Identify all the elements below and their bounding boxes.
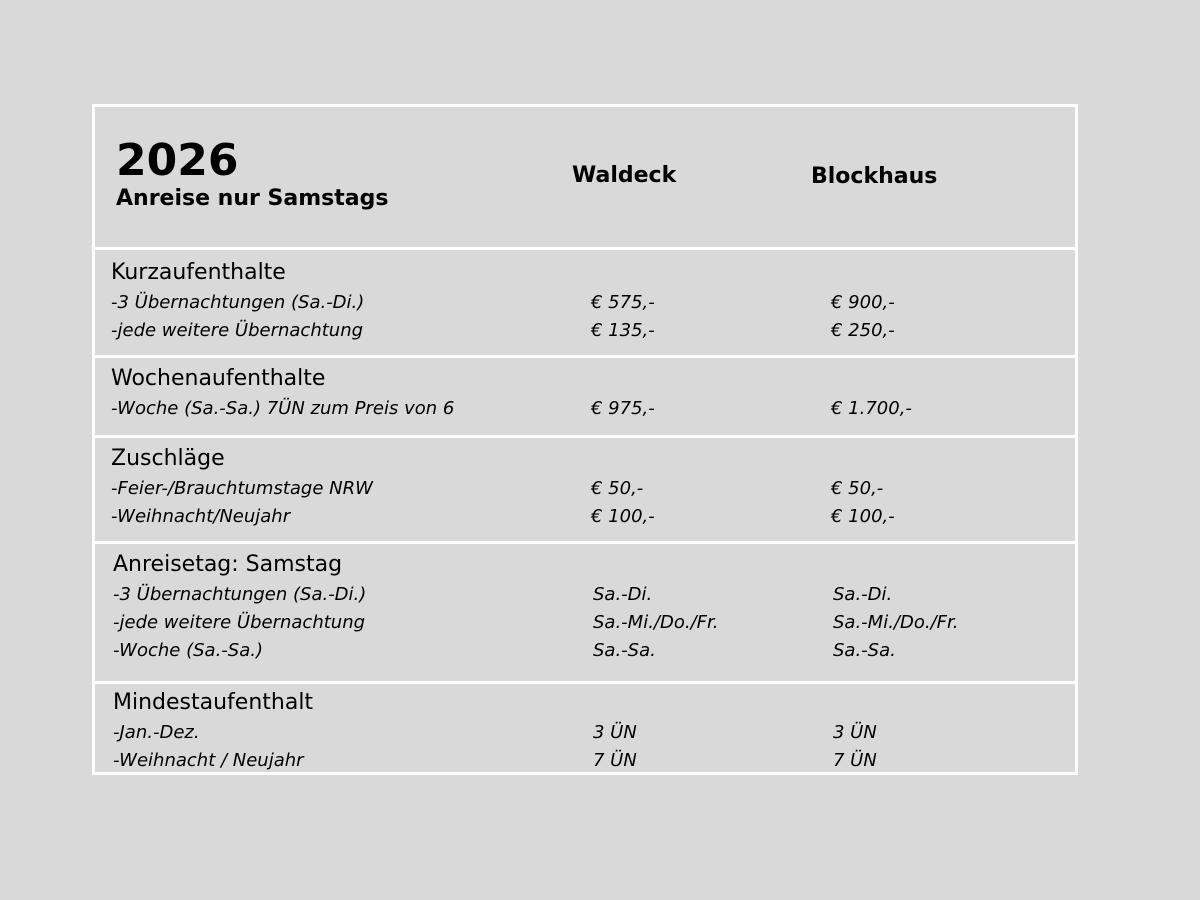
row-label: -Woche (Sa.-Sa.) xyxy=(113,640,263,661)
row-value-waldeck: € 575,- xyxy=(591,292,655,313)
section-zuschlaege xyxy=(95,435,1075,541)
section-title: Wochenaufenthalte xyxy=(111,366,326,391)
row-value-waldeck: € 135,- xyxy=(591,320,655,341)
row-value-blockhaus: € 1.700,- xyxy=(831,398,912,419)
row-value-blockhaus: € 900,- xyxy=(831,292,895,313)
row-label: -jede weitere Übernachtung xyxy=(113,612,366,633)
row-value-blockhaus: 7 ÜN xyxy=(833,750,877,771)
section-title: Zuschläge xyxy=(111,446,225,471)
row-label: -Weihnacht / Neujahr xyxy=(113,750,304,771)
section-wochenaufenthalte xyxy=(95,355,1075,435)
row-label: -3 Übernachtungen (Sa.-Di.) xyxy=(111,292,365,313)
section-anreisetag xyxy=(95,541,1075,681)
section-title: Kurzaufenthalte xyxy=(111,260,286,285)
section-mindestaufenthalt xyxy=(95,681,1075,772)
row-value-blockhaus: 3 ÜN xyxy=(833,722,877,743)
row-value-waldeck: € 975,- xyxy=(591,398,655,419)
row-value-waldeck: 3 ÜN xyxy=(593,722,637,743)
row-label: -Feier-/Brauchtumstage NRW xyxy=(111,478,373,499)
row-label: -Jan.-Dez. xyxy=(113,722,200,743)
row-label: -Woche (Sa.-Sa.) 7ÜN zum Preis von 6 xyxy=(111,398,455,419)
year-title: 2026 xyxy=(116,135,239,186)
price-table xyxy=(92,104,1078,775)
column-header-waldeck: Waldeck xyxy=(572,163,677,188)
row-value-blockhaus: € 250,- xyxy=(831,320,895,341)
row-value-waldeck: Sa.-Sa. xyxy=(593,640,656,661)
row-value-waldeck: € 100,- xyxy=(591,506,655,527)
row-value-waldeck: Sa.-Di. xyxy=(593,584,653,605)
row-value-blockhaus: Sa.-Di. xyxy=(833,584,893,605)
section-title: Anreisetag: Samstag xyxy=(113,552,343,577)
row-value-waldeck: € 50,- xyxy=(591,478,644,499)
column-header-blockhaus: Blockhaus xyxy=(811,164,938,189)
arrival-subtitle: Anreise nur Samstags xyxy=(116,186,389,211)
row-value-blockhaus: € 100,- xyxy=(831,506,895,527)
row-label: -Weihnacht/Neujahr xyxy=(111,506,291,527)
row-label: -3 Übernachtungen (Sa.-Di.) xyxy=(113,584,367,605)
table-header xyxy=(95,107,1075,247)
row-value-blockhaus: Sa.-Sa. xyxy=(833,640,896,661)
row-value-blockhaus: Sa.-Mi./Do./Fr. xyxy=(833,612,959,633)
row-value-blockhaus: € 50,- xyxy=(831,478,884,499)
section-title: Mindestaufenthalt xyxy=(113,690,314,715)
row-label: -jede weitere Übernachtung xyxy=(111,320,364,341)
section-kurzaufenthalte xyxy=(95,247,1075,355)
row-value-waldeck: Sa.-Mi./Do./Fr. xyxy=(593,612,719,633)
row-value-waldeck: 7 ÜN xyxy=(593,750,637,771)
